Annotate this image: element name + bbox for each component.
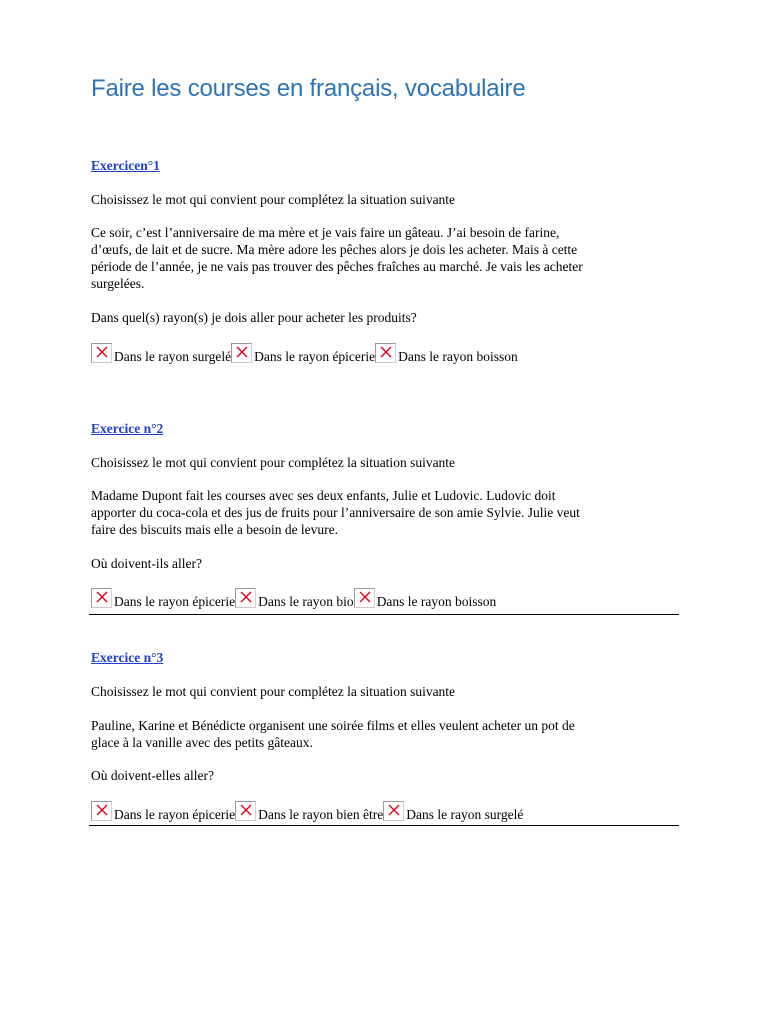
exercise-1-text-line-1: Ce soir, c’est l’anniversaire de ma mère et je vais faire un gâteau. J’ai besoin de farine, [91,225,560,240]
exercise-1-option-3-label: Dans le rayon boisson [398,349,518,364]
exercise-2-text-line-3: faire des biscuits mais elle a besoin de levure. [91,522,339,537]
exercise-3 [91,649,681,829]
exercise-1-option-2-label: Dans le rayon épicerie [254,349,376,364]
exercise-2-text-line-1: Madame Dupont fait les courses avec ses deux enfants, Julie et Ludovic. Ludovic doit [91,488,556,503]
broken-image-x-icon [358,590,372,604]
broken-image-x-icon [95,590,109,604]
broken-image-x-icon [239,590,253,604]
exercise-1-text-line-4: surgelées. [91,276,145,291]
exercise-2-option-3-label: Dans le rayon boisson [376,594,497,609]
exercise-2-option-1[interactable] [91,588,235,610]
separator-line [89,614,679,615]
exercise-2-option-2-checkbox[interactable] [235,588,256,608]
broken-image-x-icon [387,803,401,817]
exercise-3-option-1-label: Dans le rayon épicerie [114,807,236,822]
exercise-1-options [91,343,518,365]
broken-image-x-icon [239,803,253,817]
exercise-1-option-2[interactable] [231,343,375,365]
exercise-1 [91,157,681,377]
exercise-3-option-2-checkbox[interactable] [235,801,256,821]
broken-image-x-icon [235,345,249,359]
exercise-3-text-line-1: Pauline, Karine et Bénédicte organisent une soirée films et elles veulent acheter un pot de [91,718,575,733]
exercise-1-question: Dans quel(s) rayon(s) je dois aller pour acheter les produits? [91,310,417,325]
exercise-2-option-2-label: Dans le rayon bio [258,594,354,609]
exercise-2-instruction: Choisissez le mot qui convient pour complétez la situation suivante [91,455,456,470]
exercise-2-option-1-checkbox[interactable] [91,588,112,608]
exercise-3-heading[interactable]: Exercice n°3 [91,650,164,665]
exercise-2-question: Où doivent-ils aller? [91,556,202,571]
exercise-3-option-1-checkbox[interactable] [91,801,112,821]
exercise-3-options [91,801,523,823]
exercise-2-option-3-checkbox[interactable] [354,588,375,608]
exercise-2-options [91,588,496,610]
page-title: Faire les courses en français, vocabulaire [91,75,526,102]
broken-image-x-icon [379,345,393,359]
exercise-2 [91,420,681,620]
exercise-1-option-3[interactable] [375,343,518,365]
exercise-3-option-1[interactable] [91,801,235,823]
exercise-2-heading[interactable]: Exercice n°2 [91,421,164,436]
exercise-3-option-2[interactable] [235,801,383,823]
exercise-3-question: Où doivent-elles aller? [91,768,214,783]
exercise-2-option-2[interactable] [235,588,354,610]
exercise-1-option-1-checkbox[interactable] [91,343,112,363]
exercise-3-option-3[interactable] [383,801,523,823]
exercise-1-instruction: Choisissez le mot qui convient pour complétez la situation suivante [91,192,456,207]
exercise-3-option-3-checkbox[interactable] [383,801,404,821]
exercise-2-text-line-2: apporter du coca-cola et des jus de fruits pour l’anniversaire de son amie Sylvie. Julie veut [91,505,580,520]
exercise-1-option-3-checkbox[interactable] [375,343,396,363]
broken-image-x-icon [95,803,109,817]
exercise-3-option-2-label: Dans le rayon bien être [258,807,384,822]
separator-line [89,825,679,826]
exercise-3-text-line-2: glace à la vanille avec des petits gâteaux. [91,735,313,750]
broken-image-x-icon [95,345,109,359]
exercise-1-option-2-checkbox[interactable] [231,343,252,363]
exercise-3-instruction: Choisissez le mot qui convient pour complétez la situation suivante [91,684,456,699]
exercise-3-option-3-label: Dans le rayon surgelé [406,807,524,822]
exercise-1-option-1[interactable] [91,343,231,365]
exercise-2-option-3[interactable] [354,588,497,610]
exercise-1-heading[interactable]: Exercicen°1 [91,158,160,173]
exercise-2-option-1-label: Dans le rayon épicerie [114,594,236,609]
exercise-1-text-line-3: période de l’année, je ne vais pas trouver des pêches fraîches au marché. Je vais les acheter [91,259,583,274]
exercise-1-option-1-label: Dans le rayon surgelé [114,349,232,364]
exercise-1-text-line-2: d’œufs, de lait et de sucre. Ma mère adore les pêches alors je dois les acheter. Mais à cette [91,242,578,257]
